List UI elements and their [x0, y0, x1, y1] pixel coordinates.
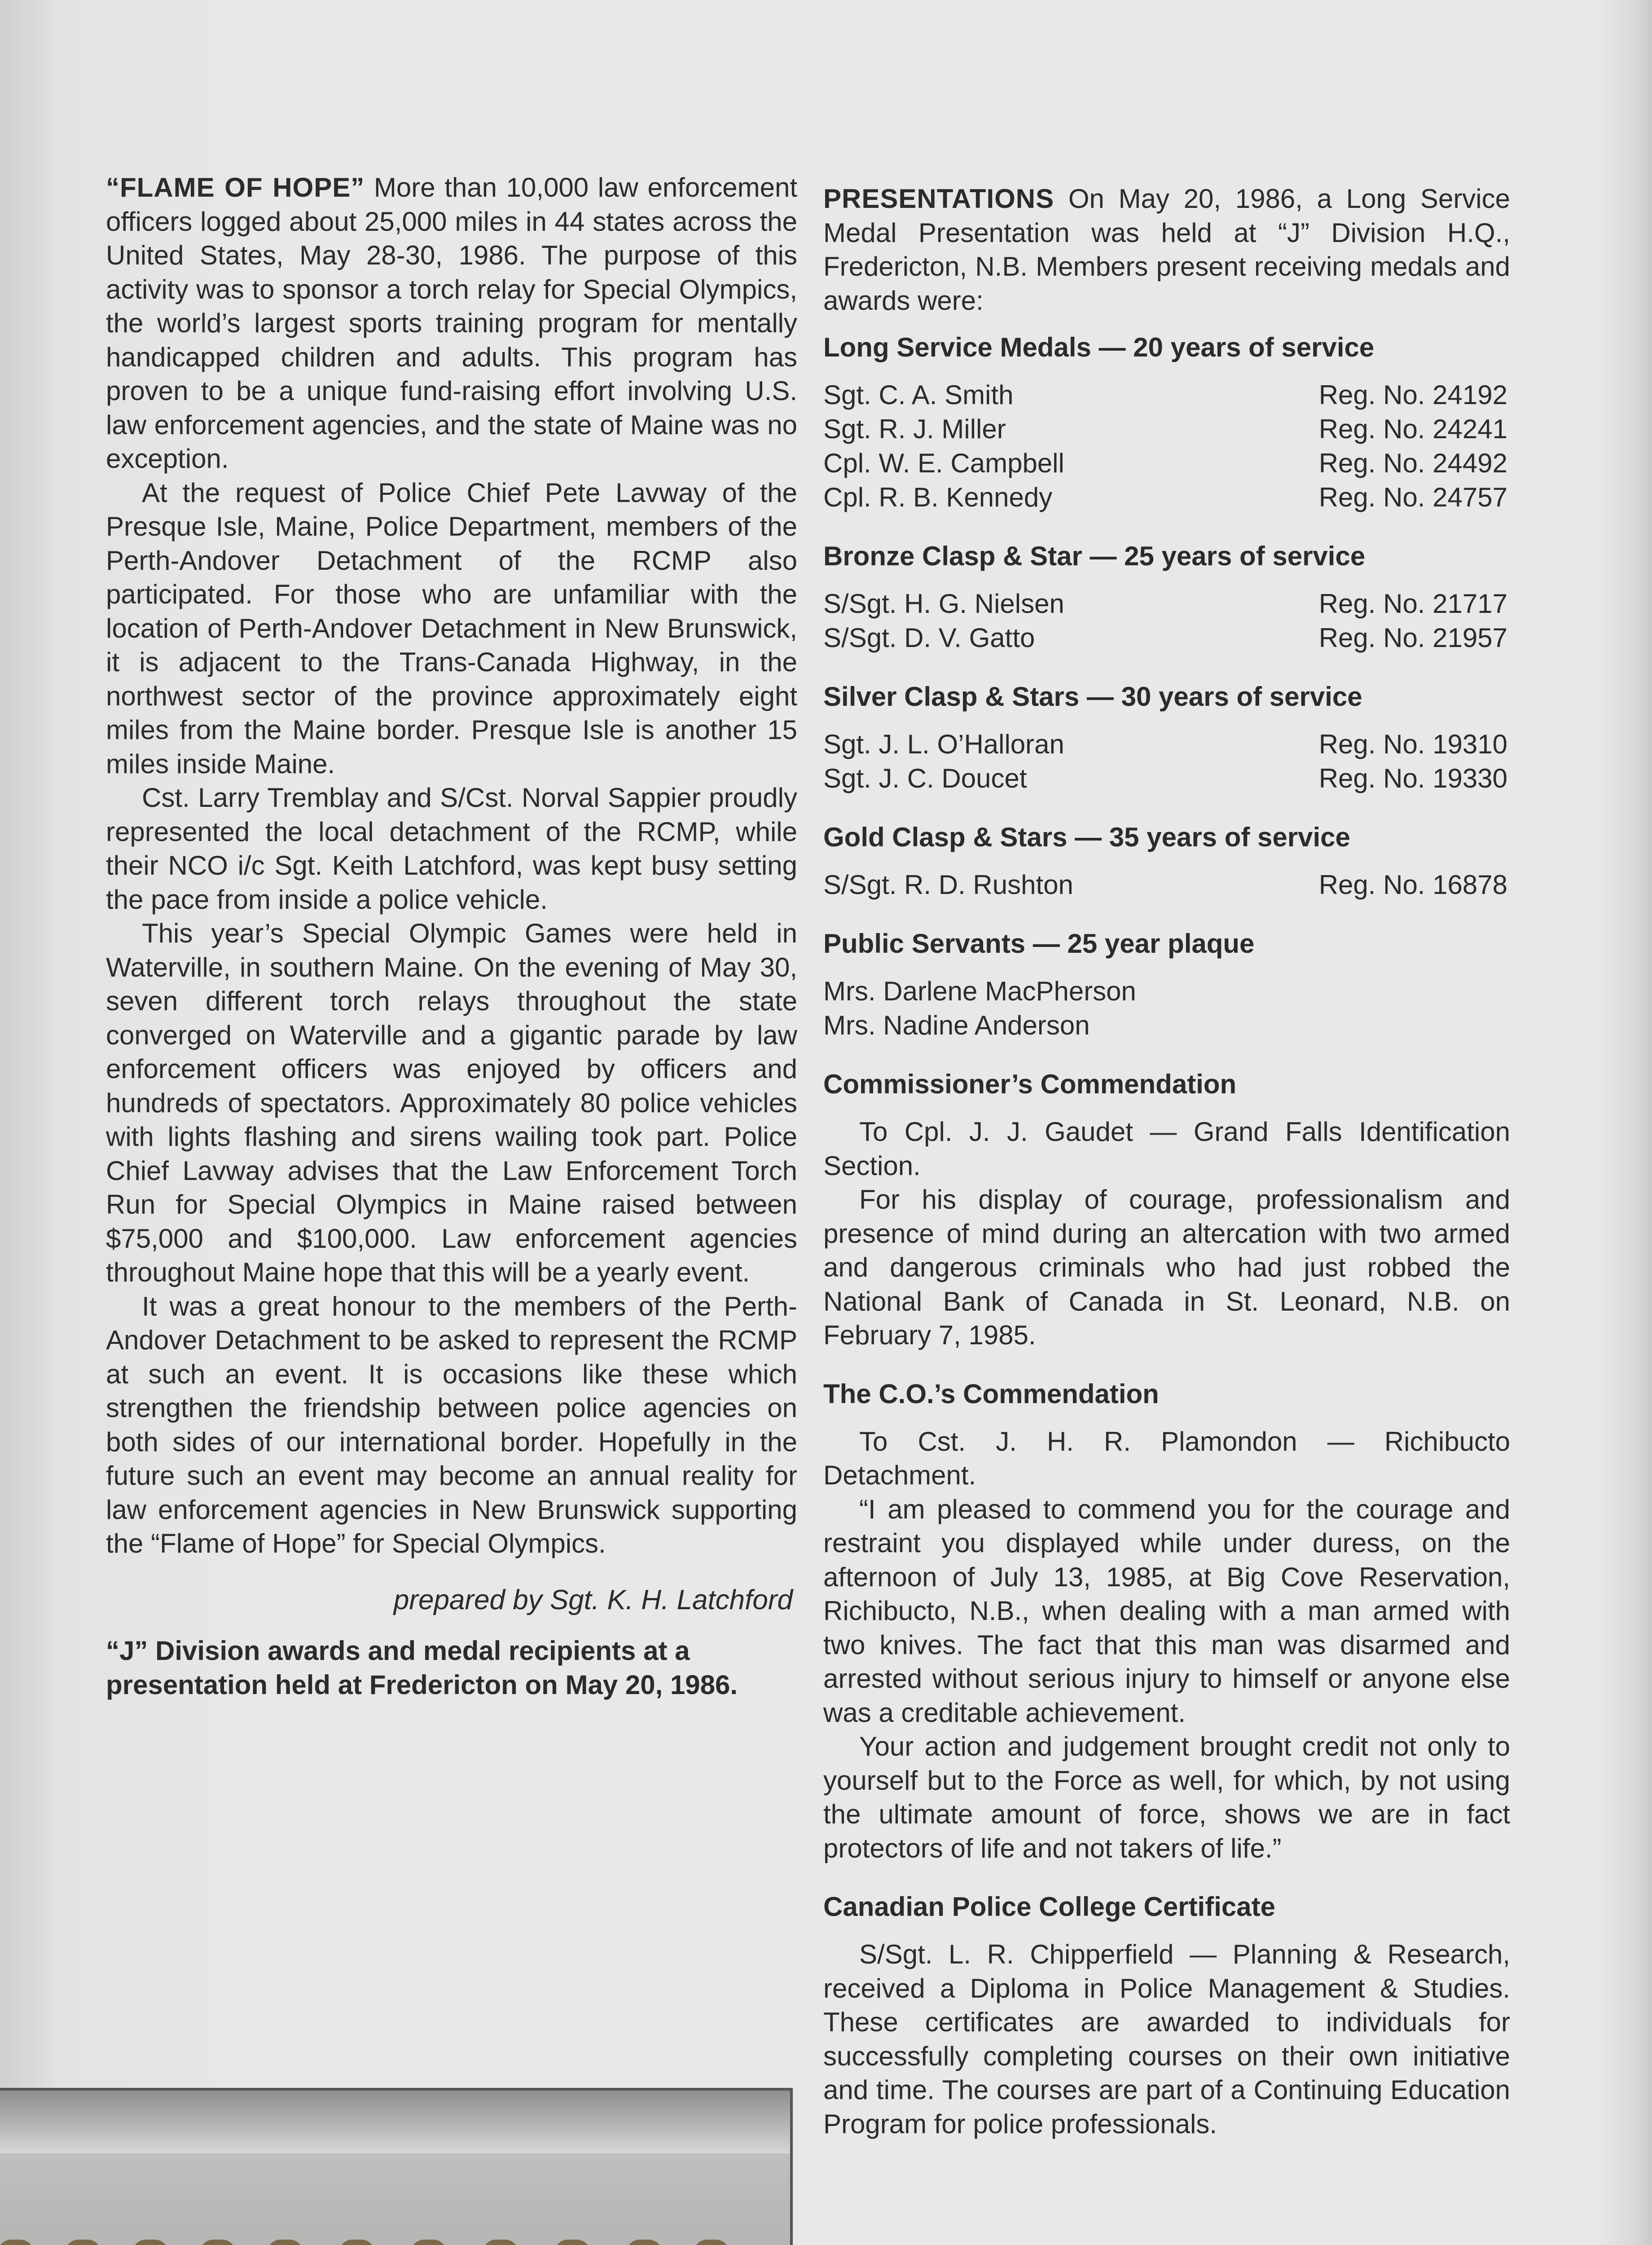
officer-figure: [467, 2240, 534, 2245]
group-photo: [0, 2088, 793, 2245]
recipient-row: Sgt. R. J. Miller Reg. No. 24241: [823, 414, 1507, 444]
recipient-row: Cpl. W. E. Campbell Reg. No. 24492: [823, 448, 1507, 478]
recipient-list: [823, 378, 1510, 515]
officer-figure: [395, 2240, 462, 2245]
article-paragraph: Cst. Larry Tremblay and S/Cst. Norval Sappier proudly represented the local detachment of the RCMP, while their NCO i/c Sgt. Keith Latchford, was kept busy setting the pace from inside a police vehicle.: [106, 783, 797, 915]
recipient-row: Cpl. R. B. Kennedy Reg. No. 24757: [823, 482, 1507, 512]
article-paragraph: At the request of Police Chief Pete Lavway of the Presque Isle, Maine, Police Department, members of the Perth-Andover Detachment of the RCMP also participated. For those who are unfamiliar with the location of Perth-Andover Detachment in New Brunswick, it is adjacent to the Trans-Canada Highway, in the northwest sector of the province approximately eight miles from the Maine border. Presque Isle is another 15 miles inside Maine.: [106, 477, 797, 779]
byline: prepared by Sgt. K. H. Latchford: [393, 1584, 793, 1616]
recipient-list: [823, 868, 1510, 902]
officer-figure: [323, 2240, 391, 2245]
certificate-paragraph: S/Sgt. L. R. Chipperfield — Planning & Research, received a Diploma in Police Management & Studies. These certificates are awarded to individuals for successfully completing courses on their own initiative and time. The courses are part of a Continuing Education Program for police professionals.: [823, 1939, 1510, 2139]
officer-figure: [611, 2240, 678, 2245]
section-heading: Commissioner’s Commendation: [823, 1069, 1237, 1099]
commendation-paragraph: To Cst. J. H. R. Plamondon — Richibucto Detachment.: [823, 1426, 1510, 1490]
recipient-list: [823, 587, 1510, 655]
recipient-name: Mrs. Darlene MacPherson: [823, 976, 1136, 1006]
recipient-row: S/Sgt. R. D. Rushton Reg. No. 16878: [823, 870, 1507, 900]
section-heading: The C.O.’s Commendation: [823, 1378, 1159, 1409]
commendation-paragraph: “I am pleased to commend you for the courage and restraint you displayed while under duress, on the afternoon of July 13, 1985, at Big Cove Reservation, Richibucto, N.B., when dealing with a man armed with two knives. The fact that this man was disarmed and arrested without serious injury to himself or anyone else was a creditable achievement.: [823, 1494, 1510, 1728]
recipient-name: Mrs. Nadine Anderson: [823, 1010, 1090, 1040]
section-heading: Bronze Clasp & Star — 25 years of service: [823, 541, 1366, 571]
recipient-row: S/Sgt. H. G. Nielsen Reg. No. 21717: [823, 589, 1507, 619]
photo-caption: “J” Division awards and medal recipients at a presentation held at Fredericton on May 20, 1986.: [106, 1635, 738, 1700]
article-paragraph: This year’s Special Olympic Games were held in Waterville, in southern Maine. On the evening of May 30, seven different torch relays throughout the state converged on Waterville and a gigantic parade by law enforcement officers was enjoyed by officers and hundreds of spectators. Approximately 80 police vehicles with lights flashing and sirens wailing took part. Police Chief Lavway advises that the Law Enforcement Torch Run for Special Olympics in Maine raised between $75,000 and $100,000. Law enforcement agencies throughout Maine hope that this will be a yearly event.: [106, 918, 797, 1287]
article-paragraph: It was a great honour to the members of the Perth-Andover Detachment to be asked to represent the RCMP at such an event. It is occasions like these which strengthen the friendship between police agencies on both sides of our international border. Hopefully in the future such an event may become an annual reality for law enforcement agencies in New Brunswick supporting the “Flame of Hope” for Special Olympics.: [106, 1291, 797, 1558]
section-heading: Long Service Medals — 20 years of service: [823, 332, 1375, 362]
commendation-paragraph: For his display of courage, professionalism and presence of mind during an altercation with two armed and dangerous criminals who had just robbed the National Bank of Canada in St. Leonard, N.B. on February 7, 1985.: [823, 1184, 1510, 1350]
recipient-row: Sgt. J. C. Doucet Reg. No. 19330: [823, 763, 1507, 793]
section-heading: Silver Clasp & Stars — 30 years of service: [823, 682, 1362, 712]
recipient-row: Sgt. C. A. Smith Reg. No. 24192: [823, 380, 1507, 410]
section-heading: Canadian Police College Certificate: [823, 1892, 1275, 1922]
officer-figure: [117, 2240, 184, 2245]
section-heading: Public Servants — 25 year plaque: [823, 929, 1255, 959]
officer-figure: [49, 2240, 117, 2245]
presentations-paragraph: PRESENTATIONS On May 20, 1986, a Long Service Medal Presentation was held at “J” Division H.Q., Fredericton, N.B. Members present receiving medals and awards were:: [823, 184, 1510, 316]
officer-figure: [0, 2240, 49, 2245]
officer-figure: [184, 2240, 251, 2245]
officer-figure: [251, 2240, 319, 2245]
commendation-paragraph: To Cpl. J. J. Gaudet — Grand Falls Identification Section.: [823, 1117, 1510, 1181]
left-column: [106, 171, 797, 1702]
recipient-row: S/Sgt. D. V. Gatto Reg. No. 21957: [823, 623, 1507, 653]
right-column: [823, 182, 1510, 2141]
officer-figure: [539, 2240, 606, 2245]
presentations-heading: PRESENTATIONS: [823, 184, 1054, 214]
recipient-list: [823, 727, 1510, 796]
recipient-row: Sgt. J. L. O’Halloran Reg. No. 19310: [823, 729, 1507, 759]
flame-of-hope-heading: “FLAME OF HOPE”: [106, 172, 365, 202]
photo-ceiling: [0, 2091, 790, 2153]
officer-figure: [678, 2240, 745, 2245]
commendation-paragraph: Your action and judgement brought credit not only to yourself but to the Force as well, for which, by not using the ultimate amount of force, shows we are in fact protectors of life and not takers of life.”: [823, 1731, 1510, 1863]
section-heading: Gold Clasp & Stars — 35 years of service: [823, 822, 1350, 852]
flame-of-hope-paragraph: “FLAME OF HOPE” More than 10,000 law enforcement officers logged about 25,000 miles in 44 states across the United States, May 28-30, 1986. The purpose of this activity was to sponsor a torch relay for Special Olympics, the world’s largest sports training program for mentally handicapped children and adults. This program has proven to be a unique fund-raising effort involving U.S. law enforcement agencies, and the state of Maine was no exception.: [106, 172, 797, 474]
